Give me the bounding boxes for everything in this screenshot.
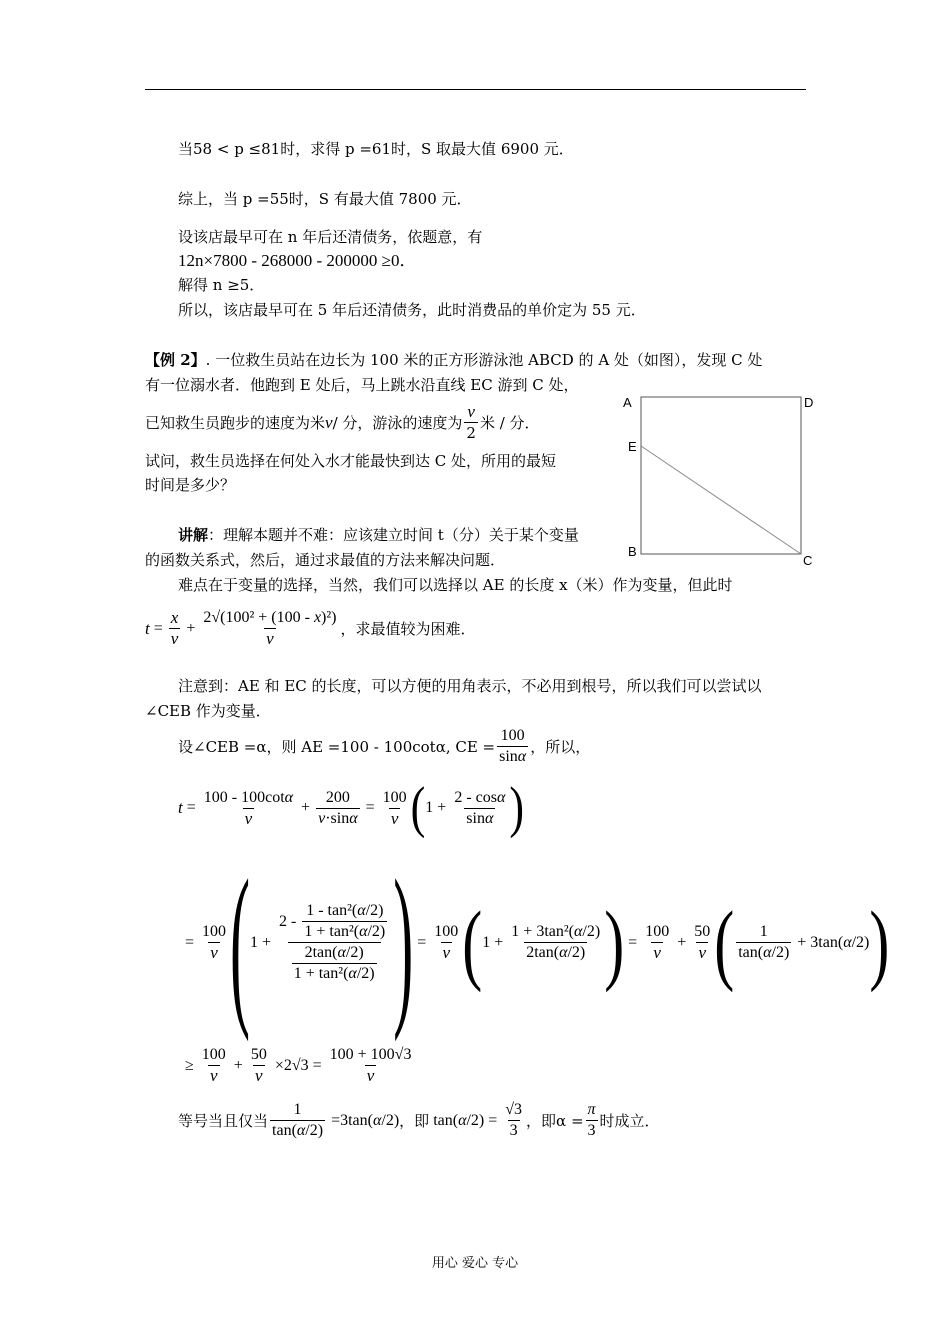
- text-line-5: 解得 n ≥5．: [178, 276, 265, 294]
- solution-line-1: [178, 525, 579, 545]
- var-v: v: [325, 412, 333, 432]
- solution-line-2: 的函数关系式，然后，通过求最值的方法来解决问题．: [145, 551, 506, 569]
- text-line-2: 综上，当 p =55时，S 有最大值 7800 元．: [178, 190, 472, 208]
- example-line-2: 有一位溺水者．他跑到 E 处后，马上跳水沿直线 EC 游到 C 处，: [145, 376, 579, 394]
- substitution-tail: ，所以，: [530, 738, 591, 756]
- example-text-3a: 已知救生员跑步的速度为米: [145, 413, 326, 432]
- label-d: D: [804, 395, 814, 410]
- formula-minimum: ≥ $\frac{100}{v}$ + $\frac{50}{v}$ ×2√3 = $\frac{100 + 100√3}{v}$: [185, 1046, 412, 1085]
- condition-text-a: 等号当且仅当: [178, 1112, 269, 1130]
- label-b: B: [628, 544, 637, 559]
- pool-square: [641, 397, 801, 554]
- solution-text-1: ：理解本题并不难：应该建立时间 t（分）关于某个变量: [208, 526, 579, 544]
- pool-figure: [620, 388, 820, 573]
- solution-line-5: 注意到：AE 和 EC 的长度，可以方便的用角表示，不必用到根号，所以我们可以尝试以: [178, 677, 762, 695]
- solution-line-6: ∠CEB 作为变量．: [145, 702, 271, 720]
- example-line-4: 试问，救生员选择在何处入水才能最快到达 C 处，所用的最短: [145, 452, 557, 470]
- formula-t-of-alpha: t = $\frac{100 - 100\cot\alpha}{v}$ + $\frac{200}{v\cdot\sin\alpha}$ = $\frac{100}{v}$ ( 1 + $\frac{2 - \cos\alpha}{\sin\alpha}$ ): [178, 775, 525, 840]
- condition-text-c: ，即α =: [526, 1112, 584, 1130]
- condition-text-d: 时成立．: [599, 1112, 660, 1130]
- label-e: E: [628, 439, 637, 454]
- formula-t-of-x: t = $\frac{x}{v}$ + $\frac{\text{2√(100² + (100 - x)²)}}{v}$ ，求最值较为困难．: [145, 608, 476, 648]
- example-heading: 【例 2】: [145, 351, 206, 369]
- example-text-1: . 一位救生员站在边长为 100 米的正方形游泳池 ABCD 的 A 处（如图），发现 C 处: [205, 351, 763, 369]
- substitution-text: 设∠CEB =α，则 AE =100 - 100cotα, CE =: [178, 738, 496, 756]
- example-text-3c: 米 / 分．: [479, 413, 540, 432]
- example-line-5: 时间是多少？: [145, 476, 236, 494]
- substitution-line: 设∠CEB =α，则 AE =100 - 100cotα, CE = $\frac{100}{\sin\alpha}$ ，所以，: [178, 727, 591, 765]
- solution-heading: 讲解: [178, 526, 209, 544]
- solution-line-3: 难点在于变量的选择，当然，我们可以选择以 AE 的长度 x（米）作为变量，但此时: [178, 576, 733, 594]
- equality-condition: 等号当且仅当 $\frac{1}{\tan(\alpha/2)}$ =3tan( α /2) ，即 tan( α /2) = $\frac{√3}{3}$ ，即α = $\frac{\pi}{3}$ 时成立．: [178, 1101, 660, 1139]
- formula-half-angle: = $\frac{100}{v}$ ( 1 + 2 - $\frac{\text{1 - tan²(α/2)}}{\text{1 + tan²(α/2)}}$ $\frac{2\tan(\alpha/2)}{\text{1 + tan²(α/2)}}$ ) = $\frac{100}{v}$ ( 1 + $\frac{\text{1 + 3tan²(α/2)}}{2\tan(\alpha/2)}$ ) = $\frac{100}{v}$ + $\frac{50}{v}$ ( $\frac{1}{\tan(\alpha/2)}$ + 3tan( α /2) ): [185, 843, 890, 1042]
- header-rule: [145, 89, 806, 90]
- segment-ec: [641, 446, 801, 554]
- condition-text-b: ，即: [399, 1112, 430, 1130]
- text-line-1: 当58 < p ≤81时，求得 p =61时，S 取最大值 6900 元．: [178, 140, 574, 158]
- fraction-v-over-2: $\frac{v}{2}$: [466, 402, 476, 442]
- text-line-6: 所以，该店最早可在 5 年后还清债务，此时消费品的单价定为 55 元．: [178, 301, 646, 319]
- text-line-3: 设该店最早可在 n 年后还清债务，依题意，有: [178, 228, 483, 246]
- page-footer: 用心 爱心 专心: [431, 1256, 519, 1271]
- example-line-3: [145, 402, 540, 443]
- example-text-3b: / 分，游泳的速度为: [332, 413, 463, 432]
- label-c: C: [803, 553, 813, 568]
- solution-text-4: ，求最值较为困难．: [340, 620, 476, 638]
- inequality-line: 12n×7800 - 268000 - 200000 ≥0．: [178, 251, 417, 270]
- example-line-1: [145, 350, 762, 370]
- label-a: A: [623, 395, 632, 410]
